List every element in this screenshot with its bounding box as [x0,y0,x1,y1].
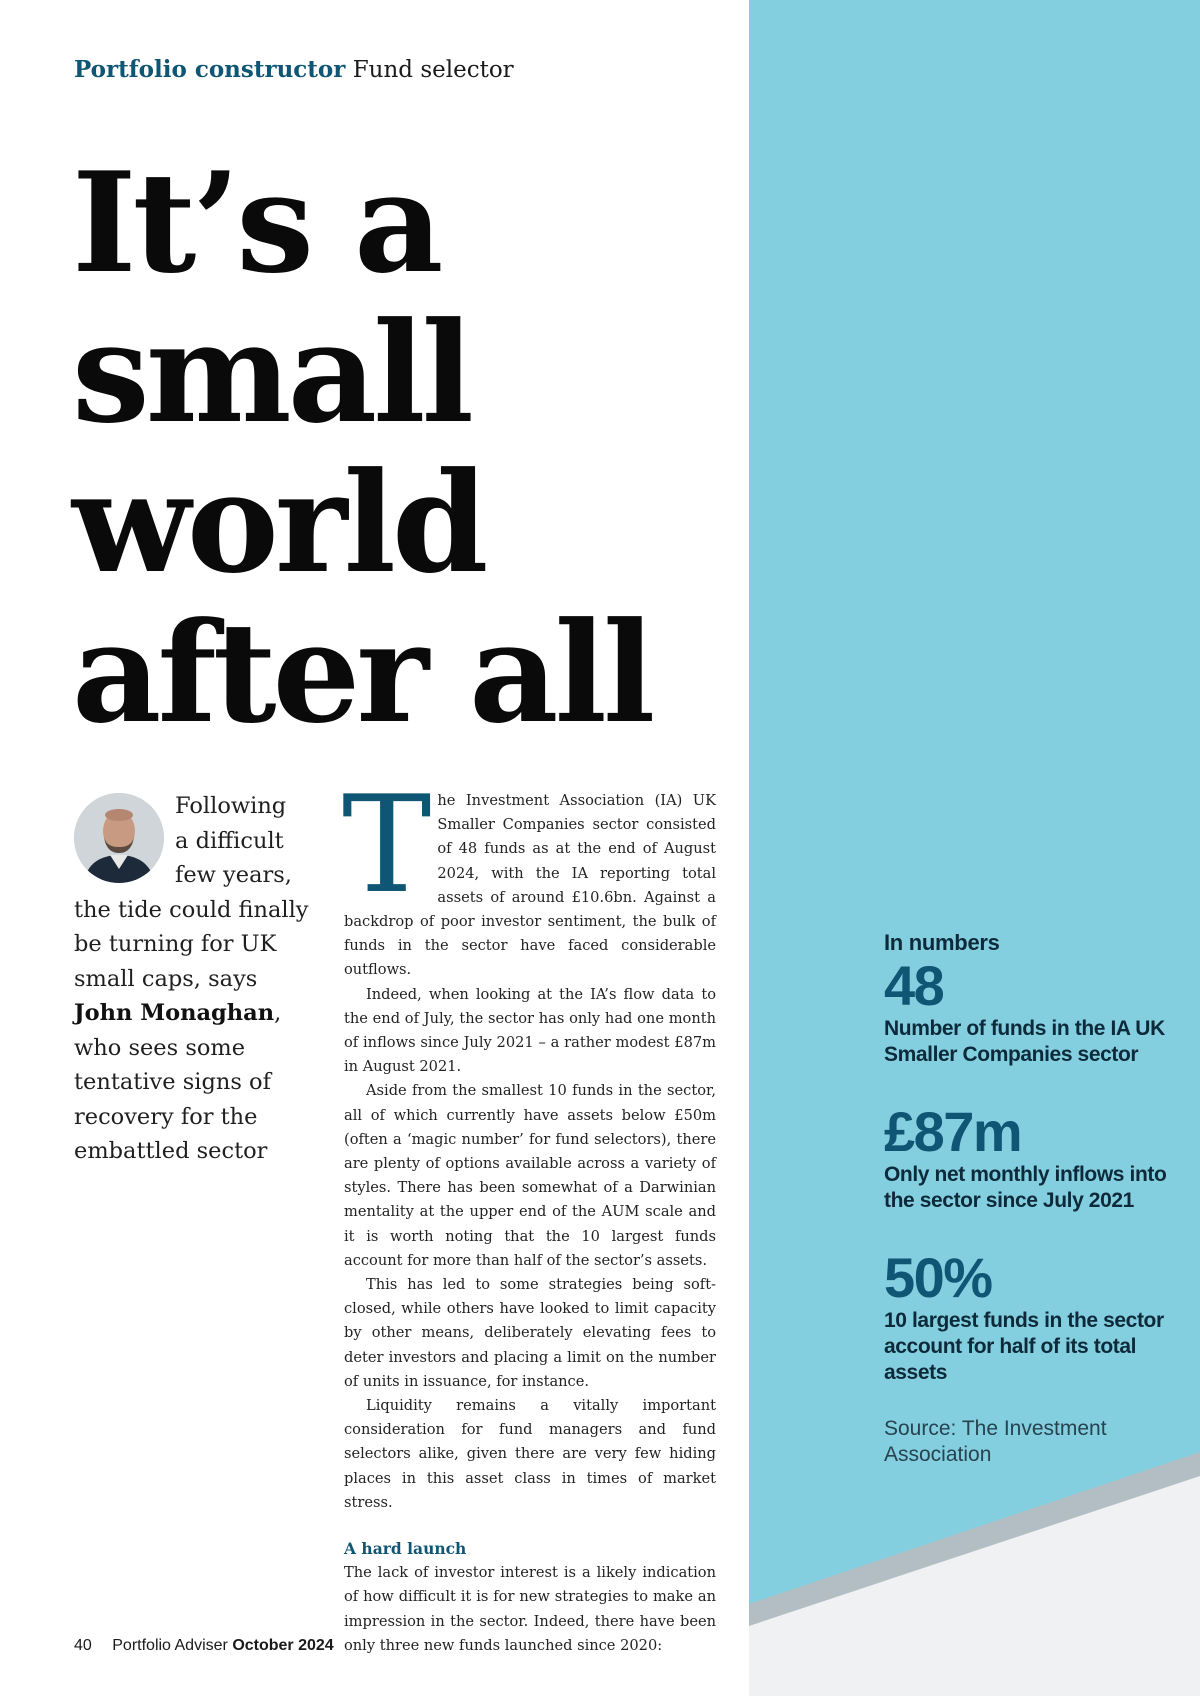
stat-item [884,1100,1184,1214]
stats-title: In numbers [884,930,1000,955]
article-paragraph: Aside from the smallest 10 funds in the sector, all of which currently have assets below £50m (often a ‘magic number’ for fund selectors), there are plenty of options available across a variety of styles. There has been somewhat of a Darwinian mentality at the upper end of the AUM scale and it is worth noting that the 10 largest funds account for more than half of the sector’s assets. [344,1082,716,1269]
standfirst-text: the tide could finally be turning for UK small caps, says [74,896,309,992]
stat-value: £87m [884,1100,1022,1163]
subsection-label: Fund selector [352,57,514,83]
article-paragraph: This has led to some strategies being soft-closed, while others have looked to limit capacity by other means, deliberately elevating fees to deter investors and placing a limit on the number of units in issuance, for instance. [344,1276,716,1390]
article-paragraph [342,767,716,983]
headline-line: small [72,291,470,454]
headline-line: It’s a [72,141,440,304]
stat-description: 10 largest funds in the sector account for half of its total assets [884,1309,1164,1384]
issue-date: October 2024 [232,1637,334,1654]
headline-line: world [72,441,485,604]
standfirst-rest [74,893,314,1169]
standfirst-text: , who sees some tentative signs of recovery for the embattled sector [74,1000,282,1164]
article-paragraph: Liquidity remains a vitally important consideration for fund managers and fund selectors alike, given there are very few hiding places in this asset class in times of market stress. [344,1397,716,1511]
section-kicker [74,56,514,83]
author-name: John Monaghan [74,1000,275,1026]
stats-source: Source: The Investment Association [884,1417,1107,1466]
stat-value: 48 [884,954,944,1017]
page-footer [74,1637,334,1655]
article-subhead: A hard launch [344,1539,467,1559]
page-number: 40 [74,1637,92,1654]
headline [72,141,752,754]
stat-item [884,1246,1184,1386]
section-label: Portfolio constructor [74,56,346,83]
article-paragraph: Indeed, when looking at the IA’s flow data to the end of July, the sector has only had one month of inflows since July 2021 – a rather modest £87m in August 2021. [344,985,716,1076]
stat-value: 50% [884,1246,992,1309]
stat-description: Number of funds in the IA UK Smaller Companies sector [884,1017,1165,1066]
headline-line: after all [72,591,652,754]
drop-cap: T [342,767,432,923]
publication-name: Portfolio Adviser [112,1637,228,1654]
article-paragraph: The lack of investor interest is a likely indication of how difficult it is for new strategies to make an impression in the sector. Indeed, there have been only three new funds launched since 2020: [344,1564,716,1654]
stat-item [884,954,1184,1068]
article-body [342,767,716,1658]
standfirst-line: few years, [175,862,292,888]
stat-description: Only net monthly inflows into the sector since July 2021 [884,1163,1167,1212]
in-numbers-box [884,930,1184,1468]
standfirst-line: a difficult [175,827,284,854]
paragraph-text: he Investment Association (IA) UK Smaller Companies sector consisted of 48 funds as at the end of August 2024, with the IA reporting total assets of around £10.6bn. Against a backdrop of poor investor sentiment, the bulk of funds in the sector have faced considerable outflows. [344,792,716,979]
standfirst [74,789,314,1169]
standfirst-line: Following [175,793,287,819]
